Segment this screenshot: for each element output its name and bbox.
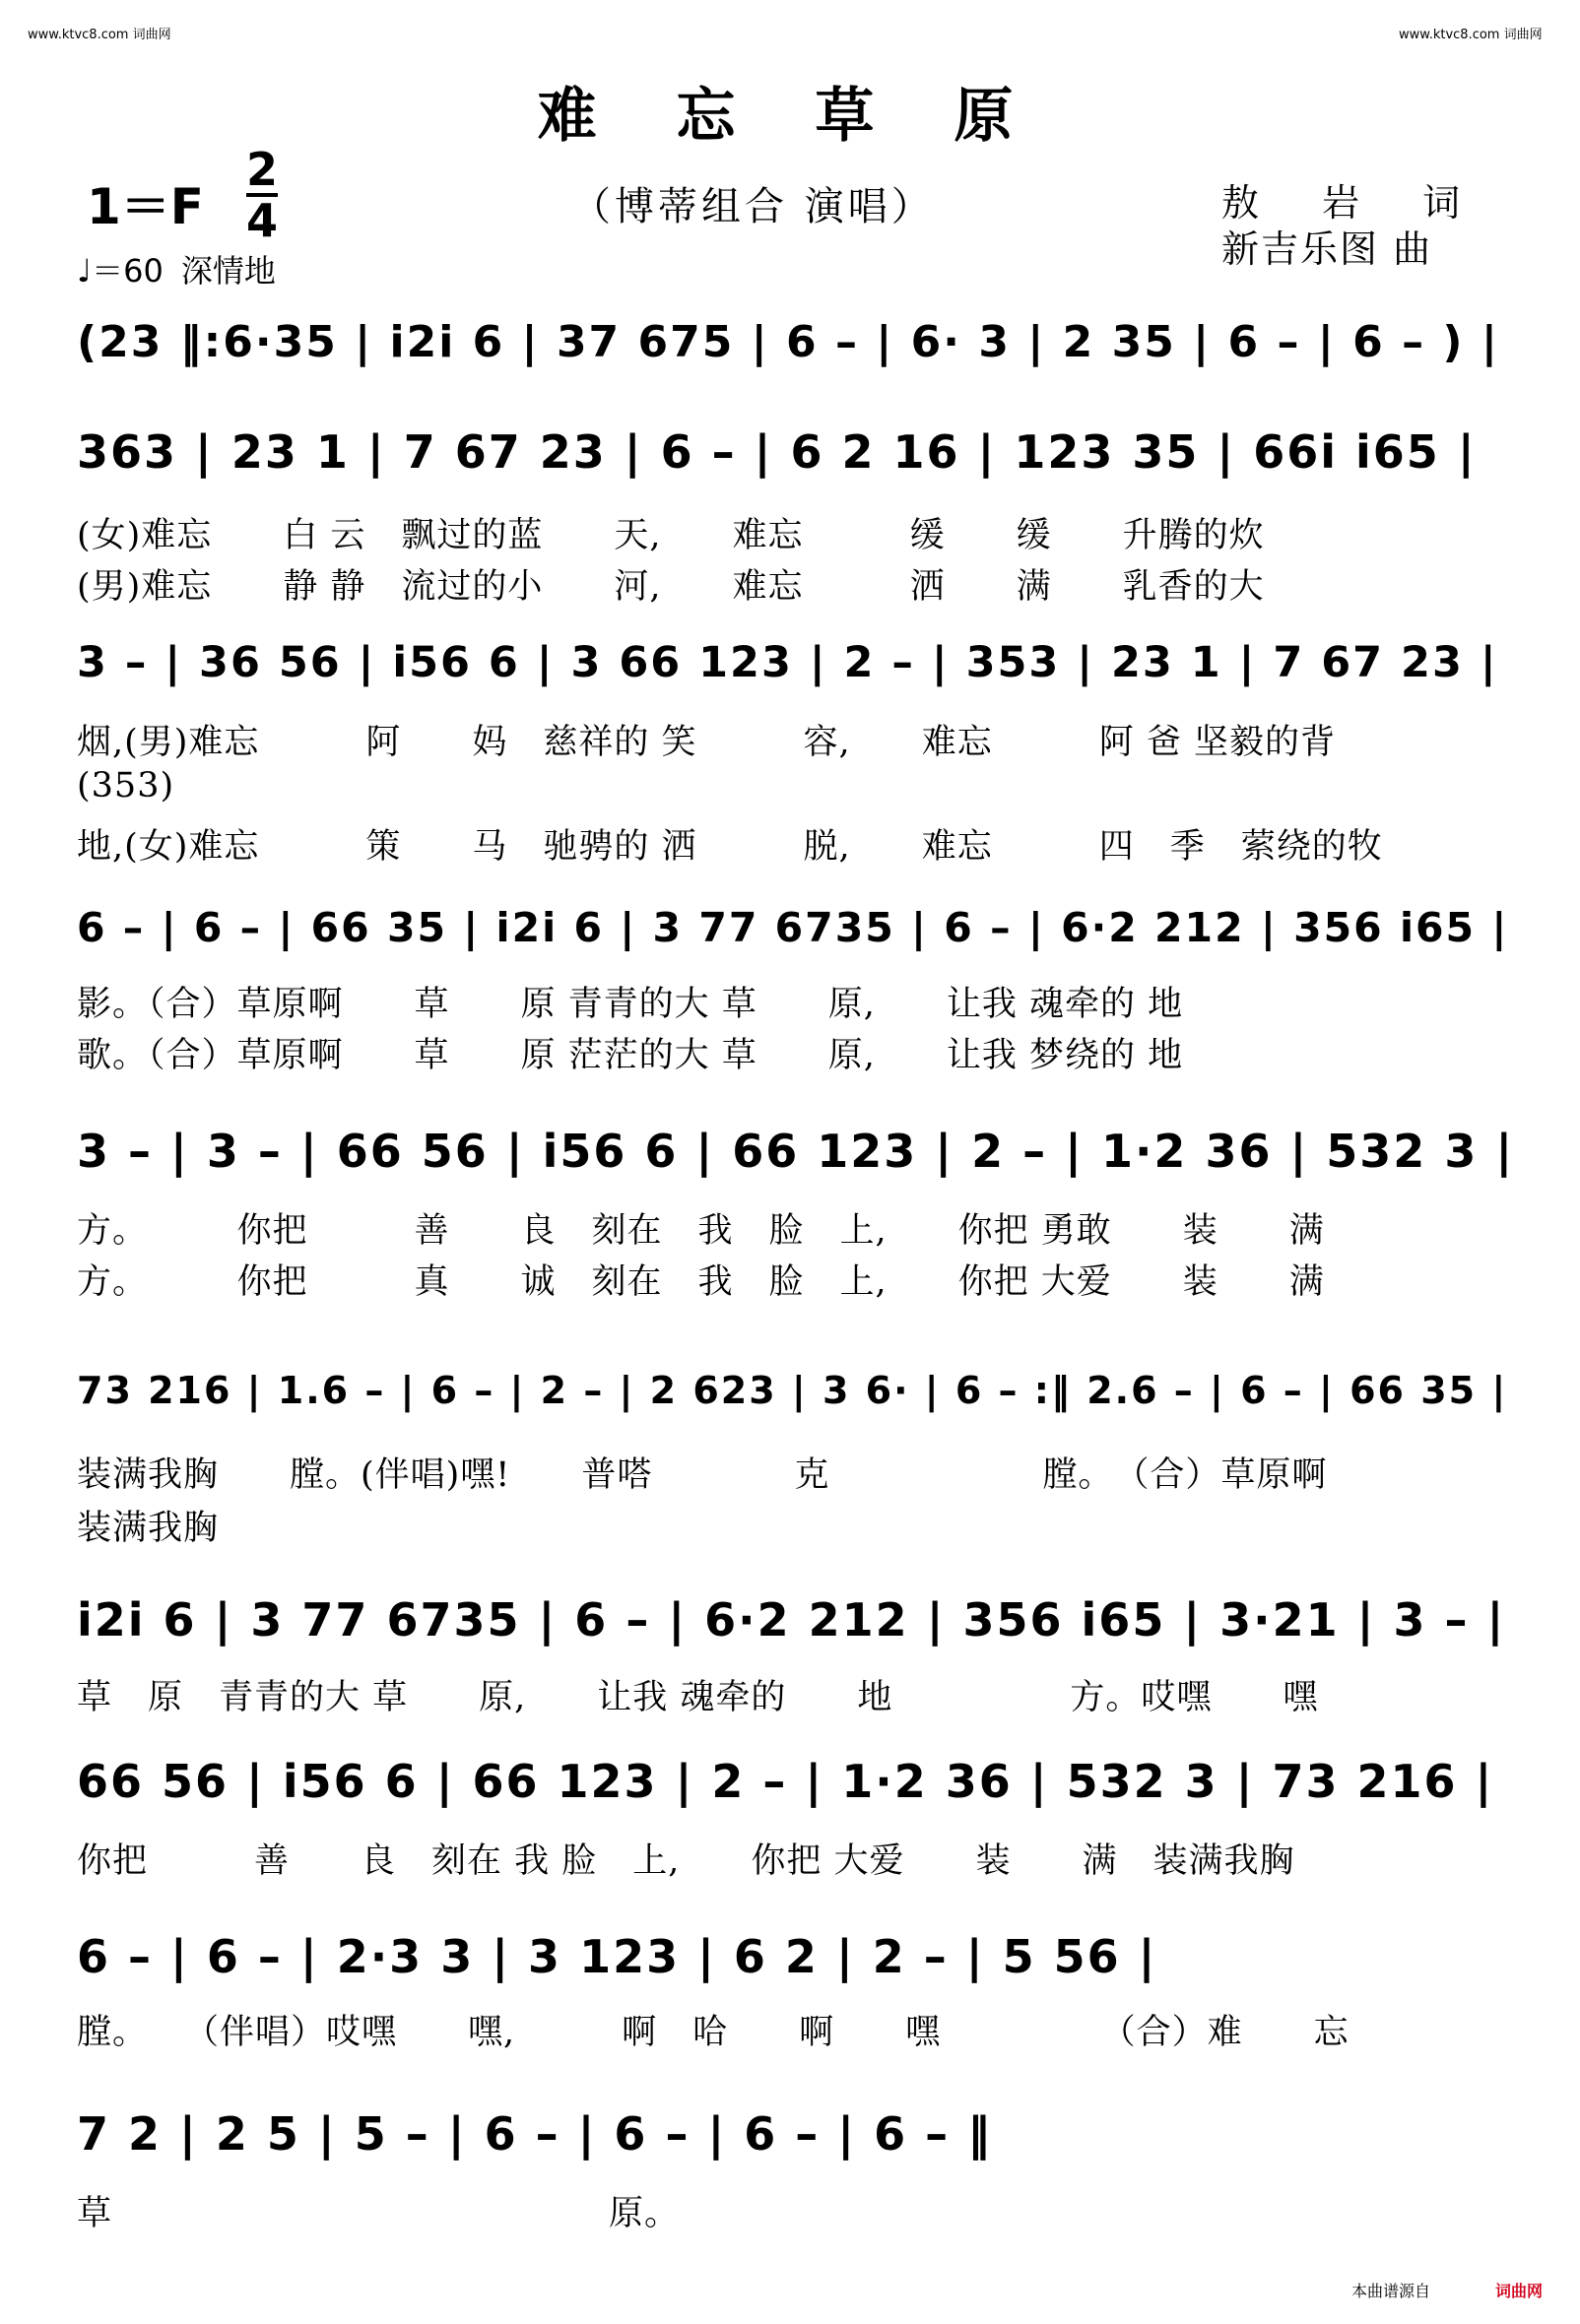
lyric-line: 影。（合）草原啊 草 原 青青的大 草 原, 让我 魂牵的 地 bbox=[77, 985, 1184, 1024]
lyric-line: 装满我胸 bbox=[77, 1509, 220, 1548]
time-signature-top: 2 bbox=[246, 143, 279, 196]
lyric-line: 地,(女)难忘 策 马 驰骋的 洒 脱, 难忘 四 季 萦绕的牧 bbox=[77, 827, 1383, 867]
lyricist-credit: 敖 岩 词 bbox=[1221, 181, 1463, 225]
tempo-value: ♩＝60 bbox=[77, 252, 164, 290]
lyric-line: 草 原。 bbox=[77, 2194, 681, 2233]
lyric-line: 你把 善 良 刻在 我 脸 上, 你把 大爱 装 满 装满我胸 bbox=[77, 1841, 1295, 1881]
time-signature bbox=[246, 143, 279, 247]
notation-row: 66 56 | i56 6 | 66 123 | 2 – | 1·2 36 | 532 3 | 73 216 | bbox=[77, 1755, 1494, 1808]
performer: （博蒂组合 演唱） bbox=[571, 184, 935, 229]
lyric-line: 方。 你把 真 诚 刻在 我 脸 上, 你把 大爱 装 满 bbox=[77, 1262, 1325, 1302]
site-watermark-left: www.ktvc8.com 词曲网 bbox=[28, 28, 171, 42]
notation-row: 7 2 | 2 5 | 5 – | 6 – | 6 – | 6 – | 6 – ‖ bbox=[77, 2107, 993, 2161]
notation-row: 363 | 23 1 | 7 67 23 | 6 – | 6 2 16 | 123 35 | 66i i65 | bbox=[77, 425, 1477, 479]
lyric-line: 方。 你把 善 良 刻在 我 脸 上, 你把 勇敢 装 满 bbox=[77, 1211, 1325, 1251]
site-watermark-right: www.ktvc8.com 词曲网 bbox=[1399, 28, 1543, 42]
notation-row: 3 – | 36 56 | i56 6 | 3 66 123 | 2 – | 353 | 23 1 | 7 67 23 | bbox=[77, 638, 1498, 687]
expression-marking: 深情地 bbox=[180, 252, 276, 290]
tempo-marking bbox=[77, 246, 276, 291]
lyric-line: 烟,(男)难忘 阿 妈 慈祥的 笑 容, 难忘 阿 爸 坚毅的背 bbox=[77, 723, 1336, 762]
notation-row: (23 ‖:6·35 | i2i 6 | 37 675 | 6 – | 6· 3 | 2 35 | 6 – | 6 – ) | bbox=[77, 317, 1499, 367]
notation-row: 6 – | 6 – | 66 35 | i2i 6 | 3 77 6735 | 6 – | 6·2 212 | 356 i65 | bbox=[77, 904, 1509, 951]
lyric-line: 草 原 青青的大 草 原, 让我 魂牵的 地 方。哎嘿 嘿 bbox=[77, 1678, 1319, 1717]
lyric-line: 装满我胸 膛。(伴唱)嘿! 普嗒 克 膛。 （合）草原啊 bbox=[77, 1455, 1328, 1495]
footer-brand-text: 词曲网 bbox=[1495, 2282, 1544, 2300]
lyric-line: 膛。 （伴唱）哎嘿 嘿, 啊 哈 啊 嘿 （合）难 忘 bbox=[77, 2013, 1350, 2052]
lyric-line: (男)难忘 静 静 流过的小 河, 难忘 洒 满 乳香的大 bbox=[77, 567, 1265, 607]
lyric-line: 歌。（合）草原啊 草 原 茫茫的大 草 原, 让我 梦绕的 地 bbox=[77, 1036, 1184, 1075]
notation-row: i2i 6 | 3 77 6735 | 6 – | 6·2 212 | 356 i65 | 3·21 | 3 – | bbox=[77, 1593, 1506, 1646]
key-signature: 1＝F bbox=[87, 178, 204, 235]
lyric-line: (353) bbox=[77, 766, 175, 806]
lyric-line: (女)难忘 白 云 飘过的蓝 天, 难忘 缓 缓 升腾的炊 bbox=[77, 516, 1265, 555]
footer-source: 本曲谱源自 bbox=[1351, 2282, 1431, 2300]
notation-row: 73 216 | 1.6 – | 6 – | 2 – | 2 623 | 3 6· | 6 – :‖ 2.6 – | 6 – | 66 35 | bbox=[77, 1369, 1508, 1412]
time-signature-bottom: 4 bbox=[246, 194, 279, 247]
notation-row: 3 – | 3 – | 66 56 | i56 6 | 66 123 | 2 – | 1·2 36 | 532 3 | bbox=[77, 1125, 1515, 1178]
footer-brand bbox=[1495, 2279, 1543, 2301]
song-title: 难 忘 草 原 bbox=[537, 82, 1043, 151]
notation-row: 6 – | 6 – | 2·3 3 | 3 123 | 6 2 | 2 – | 5 56 | bbox=[77, 1930, 1157, 1983]
composer-credit: 新吉乐图 曲 bbox=[1221, 227, 1433, 271]
